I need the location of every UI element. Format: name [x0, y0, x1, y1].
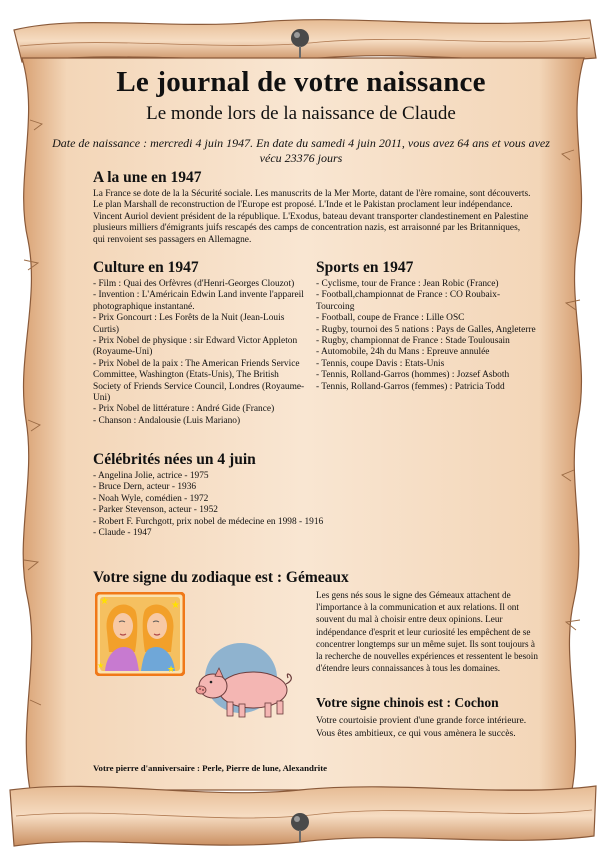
sports-list	[316, 279, 538, 393]
list-item: - Tennis, coupe Davis : Etats-Unis	[316, 358, 445, 369]
list-item: - Film : Quai des Orfèvres (d'Henri-Georges Clouzot)	[93, 279, 295, 289]
page-subtitle: Le monde lors de la naissance de Claude	[146, 103, 456, 124]
pushpin-icon	[288, 812, 312, 844]
zodiac-text: Les gens nés sous le signe des Gémeaux attachent de l'importance à la communication et aux relations. Il ont souvent du mal à choisir entre deux opinions. Leur indépendance d'esprit et leur curiosité les empêchent de se concentrer longtemps sur un même sujet. Ils sont toujours à la recherche de nouvelles expériences et ressentent le besoin d'étendre leurs connaissances à tous les domaines.	[316, 590, 538, 674]
list-item: - Invention : L'Américain Edwin Land invente l'appareil photographique instantané.	[93, 290, 304, 312]
zodiac-heading: Votre signe du zodiaque est : Gémeaux	[93, 569, 349, 586]
list-item: - Football,championnat de France : CO Roubaix-Tourcoing	[316, 290, 501, 312]
list-item: - Automobile, 24h du Mans : Epreuve annulée	[316, 347, 490, 358]
list-item: - Prix Nobel de physique : sir Edward Victor Appleton (Royaume-Uni)	[93, 336, 298, 358]
svg-text:★: ★	[171, 600, 180, 611]
list-item: - Rugby, tournoi des 5 nations : Pays de Galles, Angleterre	[316, 324, 536, 335]
sports-section	[316, 259, 538, 393]
chinese-text: Votre courtoisie provient d'une grande force intérieure. Vous êtes ambitieux, ce qui vous amènera le succès.	[316, 715, 527, 739]
celebrities-section	[93, 451, 423, 539]
list-item: - Parker Stevenson, acteur - 1952	[93, 505, 218, 516]
gemini-twins-icon	[95, 592, 185, 676]
list-item: - Tennis, Rolland-Garros (hommes) : Jozsef Asboth	[316, 370, 510, 381]
list-item: - Chanson : Andalousie (Luis Mariano)	[93, 415, 241, 426]
list-item: - Prix Nobel de littérature : André Gide (France)	[93, 404, 275, 415]
list-item: - Football, coupe de France : Lille OSC	[316, 313, 465, 324]
list-item: - Prix Goncourt : Les Forêts de la Nuit (Jean-Louis Curtis)	[93, 313, 285, 335]
pushpin-icon	[288, 28, 312, 60]
headline-text: La France se dote de la la Sécurité sociale. Les manuscrits de la Mer Morte, datant de l'ère romaine, sont découverts. Le plan Marshall de reconstruction de l'Europe est proposé. L'Inde et le Pakistan proclament leur indépendance. Vincent Auriol devient président de la république. L'Exodus, bateau devant transporter clandestinement en Palestine plusieurs milliers d'émigrants juifs rescapés des camps de concentration nazis, est arraisonné par les Britanniques, qui renvoient ses passagers en Allemagne.	[93, 189, 531, 245]
culture-list	[93, 279, 305, 427]
birth-info: Date de naissance : mercredi 4 juin 1947. En date du samedi 4 juin 2011, vous avez 64 ans et vous avez vécu 23376 jours	[52, 136, 550, 165]
list-item: - Cyclisme, tour de France : Jean Robic (France)	[316, 279, 499, 289]
birthstone-text: Votre pierre d'anniversaire : Perle, Pierre de lune, Alexandrite	[93, 763, 328, 773]
svg-text:★: ★	[100, 596, 109, 607]
chinese-heading: Votre signe chinois est : Cochon	[316, 695, 499, 710]
culture-heading: Culture en 1947	[93, 259, 199, 276]
culture-section	[93, 259, 305, 427]
celebrities-list	[93, 471, 423, 539]
pig-icon	[193, 640, 303, 722]
list-item: - Bruce Dern, acteur - 1936	[93, 482, 197, 493]
list-item: - Robert F. Furchgott, prix nobel de médecine en 1998 - 1916	[93, 516, 324, 527]
svg-text:★: ★	[97, 661, 105, 670]
svg-text:★: ★	[167, 665, 176, 675]
headline-heading: A la une en 1947	[93, 169, 202, 186]
chinese-section	[316, 695, 538, 740]
list-item: - Tennis, Rolland-Garros (femmes) : Patricia Todd	[316, 381, 505, 392]
list-item: - Noah Wyle, comédien - 1972	[93, 493, 209, 504]
list-item: - Claude - 1947	[93, 528, 152, 539]
list-item: - Rugby, championnat de France : Stade Toulousain	[316, 336, 510, 347]
list-item: - Angelina Jolie, actrice - 1975	[93, 471, 209, 481]
list-item: - Prix Nobel de la paix : The American Friends Service Committee, Washington (Etats-Unis), The British Society of Friends Service Council, Londres (Royaume-Uni)	[93, 358, 305, 404]
headline-section	[93, 169, 533, 246]
page-title: Le journal de votre naissance	[116, 66, 486, 98]
celebrities-heading: Célébrités nées un 4 juin	[93, 451, 256, 468]
sports-heading: Sports en 1947	[316, 259, 414, 276]
